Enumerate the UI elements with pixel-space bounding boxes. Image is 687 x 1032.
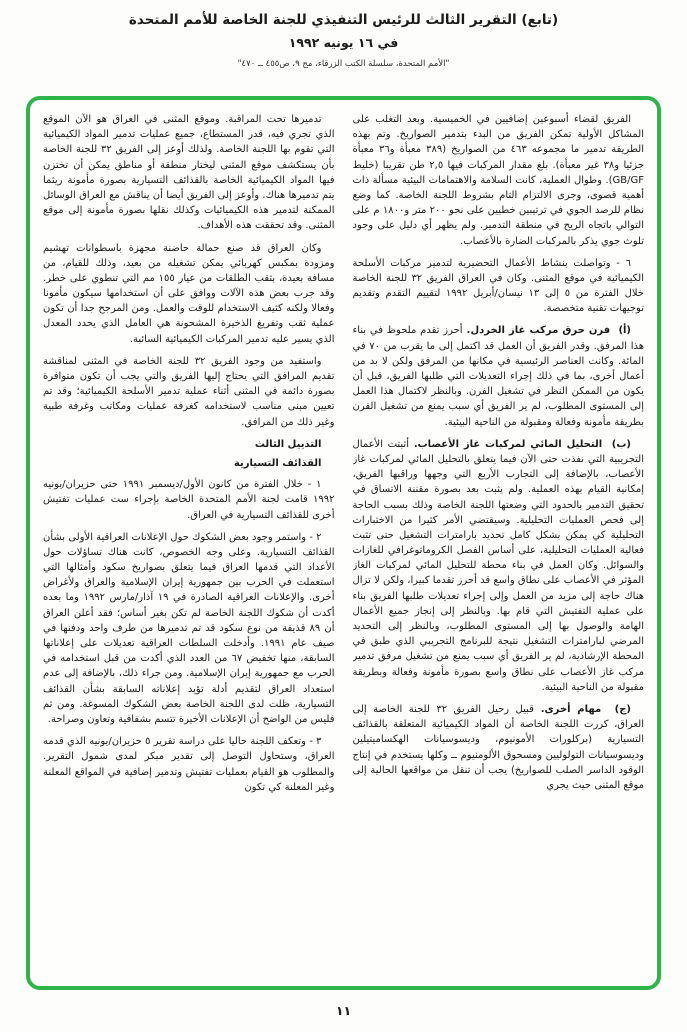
paragraph: وكان العراق قد صنع حمالة حاضنة مجهزة باسطوانات تهشيم ومزودة بمكبس كهربائي يمكن تشغيله من بعيد، وذلك للقيام، من مسافة بعيدة، بثقب الطلقات من عيار ١٥٥ مم التي تنطوي على خطر. وقد جرب بعض هذه الآلات ووافق على أن استخدامها سيكون مأمونا وفعالا ولكنه كثيف الاستخدام للوقت والعمل. ومن المرجح جدا أن تكون عملية ثقب وتفريغ الذخيرة المشحونة هي العامل الذي يحدد المعدل الذي يسير عليه تدمير المركبات الكيميائية السائبة. bbox=[43, 242, 335, 345]
appendix-subheading: القذائف التسيارية bbox=[233, 457, 322, 469]
column-left bbox=[43, 112, 335, 974]
paragraph: ٣ - وتعكف اللجنة حاليا على دراسة تقرير ٥ حزيران/يونيه الذي قدمه العراق، وستحاول التوصل إلى تقدير مبكر لمدى شمول التقرير. والمطلوب هو القيام بعمليات تفتيش وتدمير إضافية في المواقع المعلنة وغير المعلنة كي تكون bbox=[43, 736, 335, 793]
paragraph: الفريق لقضاء أسبوعين إضافيين في الخميسية. وبعد التغلب على المشاكل الأولية تمكن الفريق من البدء بتدمير الصواريخ. وتم بهذه الطريقة تدمير ما مجموعه ٤٦٣ من الصواريخ (٣٨٩ معبأة و٣٦ معبأة جزئيا و٣٨ غير معبأة). بلغ مقدار المركبات فيها ٢,٥ طن تقريبا (خليط GB/GF). وطوال العملية، كانت السلامة والاهتمامات البيئية مسألة ذات أهمية قصوى، وجرى الالتزام التام بشروط اللجنة الخاصة. كما وضع نظام للرصد الجوي في ترتيبين خطيين على نحو ٢٠٠ متر و١٨٠٠ م على التوالي باتجاه الريح في منطقة التدمير. ولم يظهر أي دليل على وجود تلوث جوي يذكر بالمركبات الضارة بالأعصاب. bbox=[352, 114, 644, 247]
paragraph: تدميرها تحت المراقبة. وموقع المثنى في العراق هو الآن الموقع الذي تجري فيه، قدر المستطاع، جميع عمليات تدمير المواد الكيميائية التي تقوم بها اللجنة الخاصة. ولذلك أوعز إلى الفريق ٣٢ للجنة الخاصة بأن يستكشف موقع المثنى ليختار منطقة أو مناطق يمكن أن تختزن فيها المواد الكيميائية الخاصة بالقذائف التسيارية بصورة مأمونة ريثما يتم تدميرها هناك. وأوعز إلى الفريق أيضا أن يناقش مع العراق الوسائل الممكنة لتدمير هذه الكيميائيات وكذلك نقلها بصورة مأمونة إلى موقع المثنى. وقد تحققت هذه الأهداف. bbox=[43, 114, 335, 232]
paragraph: ١ - خلال الفترة من كانون الأول/ديسمبر ١٩٩١ حتى حزيران/يونيه ١٩٩٢ قامت لجنة الأمم المتحدة الخاصة بإجراء ست عمليات تفتيش أخرى للقذائف التسيارية في العراق. bbox=[43, 479, 335, 521]
paragraph: واستفيد من وجود الفريق ٣٢ للجنة الخاصة في المثنى لمناقشة تقديم المرافق التي يحتاج إليها الفريق والتي يجب أن تكون متوافرة بصورة دائمة في المثنى أثناء عملية تدمير الأسلحة الكيميائية؛ وقد تم تعيين مبنى مناسب لاستخدامه كغرفة عمليات ومكاتب وغرفة طبية وغير ذلك من المرافق. bbox=[43, 355, 335, 428]
column-right bbox=[353, 112, 645, 974]
page-number: ١١ bbox=[335, 1003, 352, 1018]
item-label: (ب) bbox=[602, 438, 631, 450]
paragraph: ٢ - واستمر وجود بعض الشكوك حول الإعلانات العراقية الأولى بشأن القذائف التسيارية. وعلى وجه الخصوص، كانت هناك تساؤلات حول الأعداد التي قدمها العراق فيما يتعلق بصواريخ سكود وأمثالها التي استعملت في الحرب بين جمهورية إيران الإسلامية والعراق ولأغراض أخرى. والإعلانات العراقية الصادرة في ١٩ آذار/مارس ١٩٩٢ وما بعده أكدت أن شكوك اللجنة الخاصة لم تكن بغير أساس؛ فقد أعلن العراق أن ٨٩ قذيفة من نوع سكود قد تم تدميرها من طرف واحد ودفنها في صيف عام ١٩٩١. وأدخلت السلطات العراقية تعديلات على إعلاناتها السابقة، منها تخفيض ٦٧ من العدد الذي أكدت من قبل استخدامه في الحرب مع جمهورية إيران الإسلامية. ومن جراء ذلك، بالإضافة إلى عدم استعداد العراق لتقديم أدلة تؤيد إعلاناته السابقة بشأن القذائف التسيارية، ظلت لدى اللجنة الخاصة بعض الشكوك المسوغة. ومن ثم فليس من الواضح أن الإعلانات الأخيرة تتسم بشفافية وتعاون وصراحة. bbox=[43, 531, 335, 725]
paragraph: (ب) التحليل المائي لمركبات غاز الأعصاب. أثبتت الأعمال التجريبية التي نفذت حتى الآن فيما يتعلق بالتحليل المائي لمركبات غاز الأعصاب، بالإضافة إلى التجارب الأربع التي وجهها وراقبها الفريق، إمكانية القيام بهذه العملية. ولم يثبت بعد بصورة مقننة الاتساق في تحقيق التدمير بالحدود التي وضعتها اللجنة الخاصة وذلك بسبب الحاجة إلى فحص العمليات التحليلية. وسيقتضي الأمر كثيرا من الاختبارات التحليلية كي يمكن بشكل كامل تحديد بارامترات التشغيل حتى تثبت فعالية العمليات التحليلية، على أساس الفصل الكروماتوغرافي للغازات والسوائل. وكان العمل في بناء محطة للتحليل المائي لمركبات الغاز المؤثر في الأعصاب على نطاق واسع قد أحرز تقدما كبيرا، ولكن لا تزال هناك حاجة إلى مزيد من العمل وإلى إجراء تعديلات طلبها الفريق بناء على عملية التفتيش التي قام بها. وبالنظر إلى إنجاز جميع الأعمال الهامة والوصول بها إلى المستوى المطلوب، وبالنظر إلى التحديد المرضي لبارامترات التشغيل نتيجة للبرنامج التجريبي الذي طبق في المحطة الإرشادية، لم ير الفريق أي سبب يمنع من تشغيل مرفق تدمير مركب غاز الأعصاب على نطاق واسع بصورة مأمونة وفعالة وبطريقة مقبولة من الناحية البيئية. bbox=[352, 438, 644, 693]
item-label: (أ) bbox=[610, 325, 632, 337]
page-header bbox=[0, 12, 687, 69]
appendix-heading: التذييل الثالث bbox=[254, 438, 322, 450]
item-title: مهام أخرى. bbox=[533, 703, 602, 715]
source-citation: "الأمم المتحدة، سلسلة الكتب الزرقاء، مج ٩، ص٤٥٥ ــ ٤٧٠" bbox=[237, 59, 450, 69]
two-column-content bbox=[30, 100, 657, 986]
report-title: (تابع) التقرير الثالث للرئيس التنفيذي للجنة الخاصة للأمم المتحدة bbox=[128, 12, 559, 28]
item-label: (ج) bbox=[601, 703, 631, 715]
paragraph: ٦ - وتواصلت بنشاط الأعمال التحضيرية لتدمير مركبات الأسلحة الكيميائية في موقع المثنى. وكان في العراق الفريق ٣٢ للجنة الخاصة خلال الفترة من ٥ إلى ١٣ نيسان/أبريل ١٩٩٢ لتقييم التقدم وتقديم توجيهات تقنية متخصصة. bbox=[352, 257, 644, 315]
paragraph: (ج) مهام أخرى. قبيل رحيل الفريق ٣٢ للجنة الخاصة إلى العراق، كررت اللجنة الخاصة أن المواد الكيميائية المتعلقة بالقذائف التسيارية (بركلورات الأمونيوم، وديسوسيانات الهكساميتيلين وديسوسيانات التولوليين ومسحوق الألومنيوم ــ وكلها يستخدم في إنتاج الوقود الداسر الصلب للصواريخ) يجب أن تنقل من مواقعها الحالية إلى موقع المثنى حيث يجري bbox=[352, 703, 644, 791]
item-title: التحليل المائي لمركبات غاز الأعصاب. bbox=[409, 438, 603, 450]
report-date: في ١٦ يونيه ١٩٩٢ bbox=[288, 35, 399, 50]
paragraph: (أ) فرن حرق مركب غاز الخردل. أحرز تقدم ملحوظ في بناء هذا المرفق. وقدر الفريق أن العمل قد اكتمل إلى ما يقرب من ٧٠ في المائة. وكانت العناصر الرئيسية في مكانها من المرفق ولكن لا بد من أعمال أخرى، بما في ذلك إجراء التعديلات التي طلبها الفريق، قبل أن يكون من الممكن النظر في تشغيل الفرن. وبالنظر لاكتمال هذا العمل إلى المستوى المطلوب، لم ير الفريق أي سبب يمنع من تشغيل الفرن بطريقة مأمونة وفعالة ومقبولة من الناحية البيئية. bbox=[352, 325, 644, 428]
text-frame bbox=[26, 96, 661, 990]
item-title: فرن حرق مركب غاز الخردل. bbox=[462, 325, 611, 337]
